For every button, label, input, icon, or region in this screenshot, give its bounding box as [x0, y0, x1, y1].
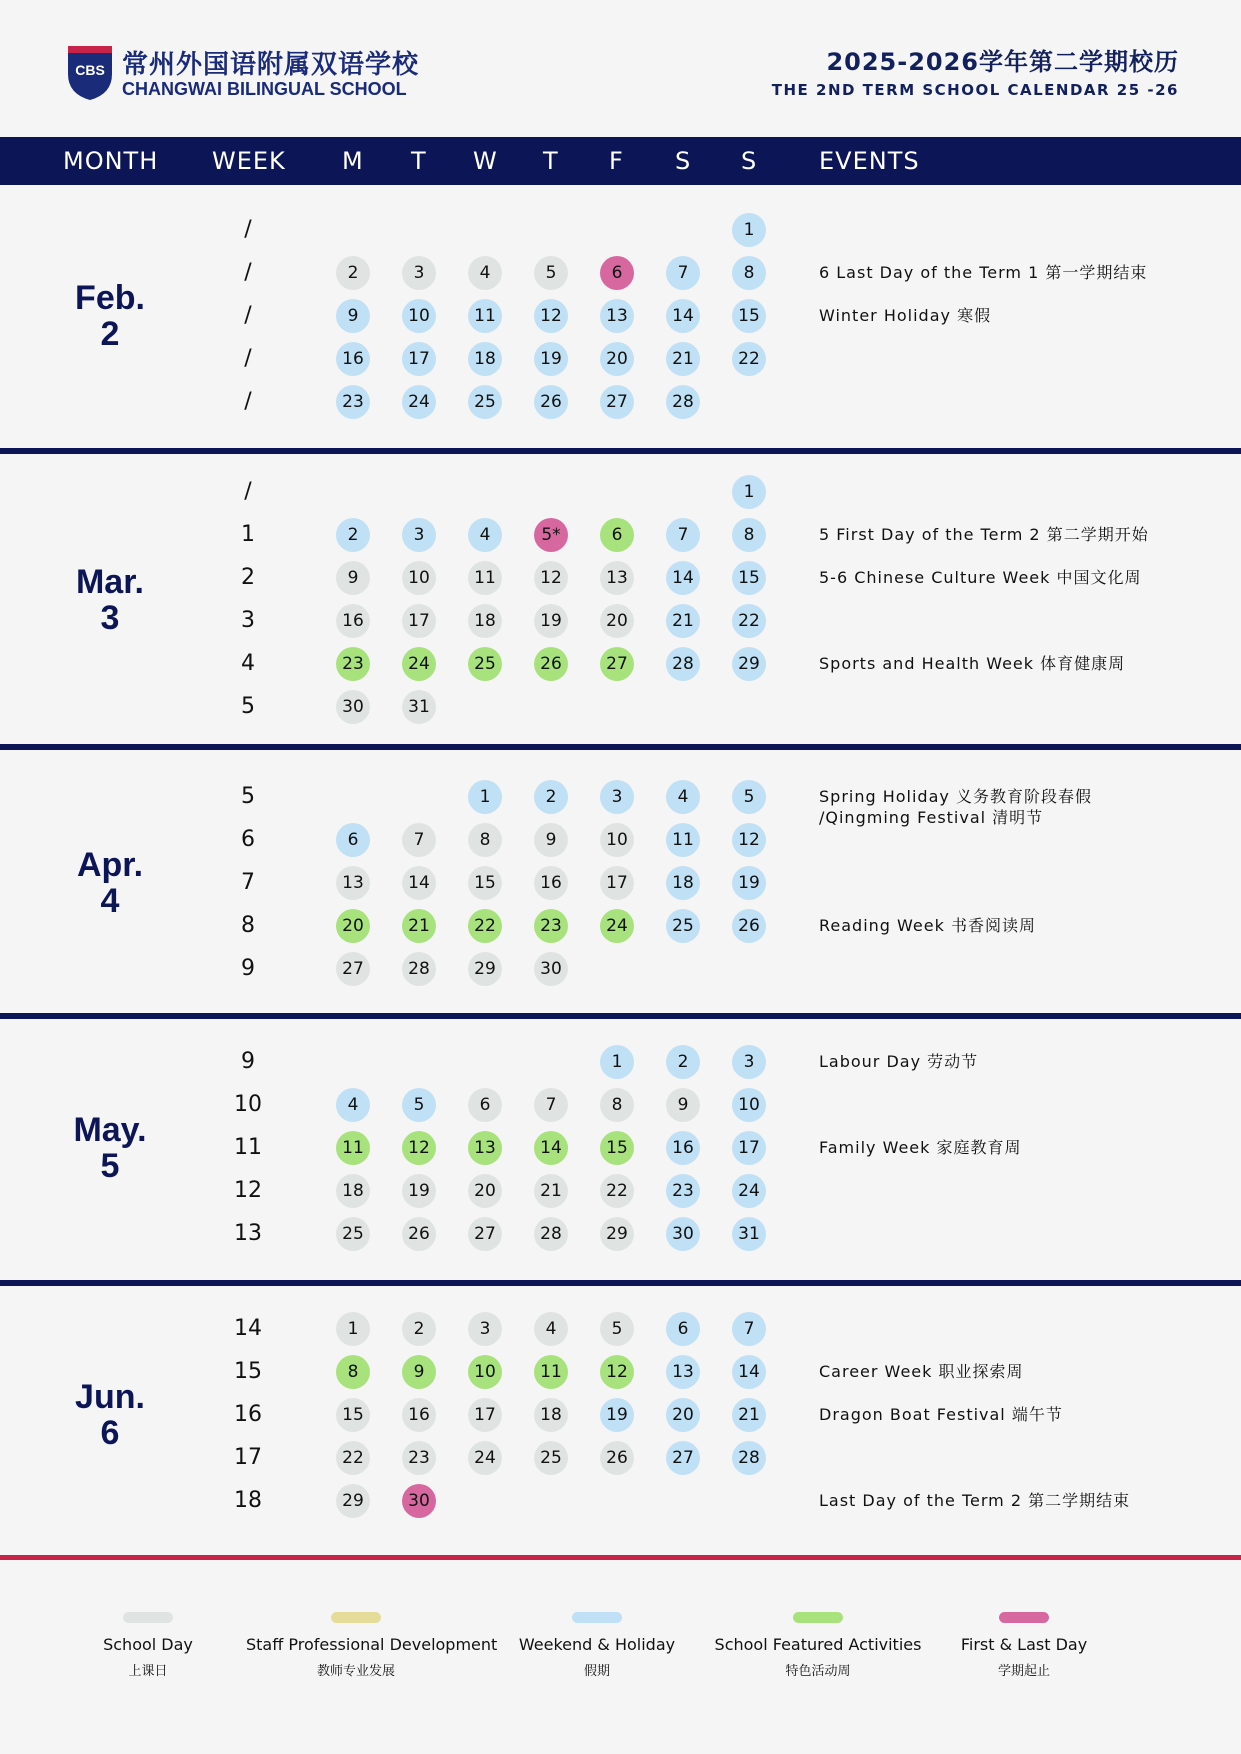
legend-swatch: [999, 1612, 1049, 1623]
month-label: [60, 847, 160, 919]
day-weekend[interactable]: 8: [732, 518, 766, 552]
day-school[interactable]: 13: [600, 561, 634, 595]
day-school[interactable]: 6: [468, 1088, 502, 1122]
event-text: [819, 524, 1149, 545]
day-weekend[interactable]: 5: [732, 780, 766, 814]
day-school[interactable]: 9: [534, 823, 568, 857]
legend-label-en: Staff Professional Development: [246, 1635, 498, 1654]
day-school[interactable]: 27: [336, 952, 370, 986]
legend-label-cn: 假期: [583, 1664, 610, 1679]
event-text: [819, 567, 1141, 588]
day-weekend[interactable]: 1: [600, 1045, 634, 1079]
day-school[interactable]: 14: [402, 866, 436, 900]
day-school[interactable]: 3: [402, 256, 436, 290]
day-school[interactable]: 16: [534, 866, 568, 900]
day-weekend[interactable]: 25: [666, 909, 700, 943]
day-weekend[interactable]: 2: [666, 1045, 700, 1079]
day-school[interactable]: 10: [402, 561, 436, 595]
legend-swatch: [572, 1612, 622, 1623]
day-school[interactable]: 22: [336, 1441, 370, 1475]
week-label: 5: [241, 694, 255, 719]
day-school[interactable]: 26: [600, 1441, 634, 1475]
week-label: /: [244, 217, 252, 242]
legend-item-staff: [246, 1612, 498, 1679]
day-weekend[interactable]: 13: [600, 299, 634, 333]
event-line: Career Week 职业探索周: [819, 1362, 1024, 1381]
day-weekend[interactable]: 8: [732, 256, 766, 290]
day-weekend[interactable]: 7: [666, 256, 700, 290]
day-weekend[interactable]: 12: [732, 823, 766, 857]
week-label: /: [244, 346, 252, 371]
day-weekend[interactable]: 9: [336, 299, 370, 333]
week-label: 9: [241, 1049, 255, 1074]
day-school[interactable]: 2: [402, 1312, 436, 1346]
day-school[interactable]: 27: [468, 1217, 502, 1251]
event-line: Family Week 家庭教育周: [819, 1138, 1022, 1157]
column-month: MONTH: [63, 147, 159, 175]
day-featured[interactable]: 20: [336, 909, 370, 943]
day-weekend[interactable]: 6: [336, 823, 370, 857]
legend-item-school: [38, 1612, 258, 1679]
month-name: Apr.: [76, 846, 144, 884]
month-name: Feb.: [75, 279, 145, 317]
legend-label-cn: 教师专业发展: [316, 1664, 395, 1679]
day-featured[interactable]: 10: [468, 1355, 502, 1389]
day-school[interactable]: 21: [534, 1174, 568, 1208]
month-number: 6: [100, 1414, 120, 1452]
week-label: 9: [241, 956, 255, 981]
day-weekend[interactable]: 28: [732, 1441, 766, 1475]
day-weekend[interactable]: 7: [732, 1312, 766, 1346]
day-weekend[interactable]: 19: [732, 866, 766, 900]
day-school[interactable]: 22: [600, 1174, 634, 1208]
event-line: /Qingming Festival 清明节: [819, 808, 1044, 827]
day-weekend[interactable]: 5: [402, 1088, 436, 1122]
event-text: [819, 1404, 1063, 1425]
day-weekend[interactable]: 27: [600, 385, 634, 419]
day-firstlast[interactable]: 30: [402, 1484, 436, 1518]
day-school[interactable]: 17: [468, 1398, 502, 1432]
day-weekend[interactable]: 11: [468, 299, 502, 333]
day-school[interactable]: 7: [534, 1088, 568, 1122]
event-line: 5-6 Chinese Culture Week 中国文化周: [819, 568, 1142, 587]
month-number: 5: [100, 1147, 120, 1185]
day-weekend[interactable]: 3: [600, 780, 634, 814]
day-school[interactable]: 4: [468, 256, 502, 290]
day-school[interactable]: 15: [336, 1398, 370, 1432]
week-label: /: [244, 389, 252, 414]
day-weekend[interactable]: 21: [666, 604, 700, 638]
day-weekend[interactable]: 19: [600, 1398, 634, 1432]
day-featured[interactable]: 23: [336, 647, 370, 681]
day-weekend[interactable]: 22: [732, 342, 766, 376]
calendar-title: 2025-2026学年第二学期校历: [826, 48, 1179, 76]
month-divider: [0, 1280, 1241, 1286]
day-school[interactable]: 5: [534, 256, 568, 290]
day-featured[interactable]: 22: [468, 909, 502, 943]
week-label: 15: [234, 1359, 262, 1384]
legend-item-featured: [708, 1612, 928, 1679]
day-school[interactable]: 4: [534, 1312, 568, 1346]
week-label: /: [244, 479, 252, 504]
event-text: [819, 1137, 1022, 1158]
day-school[interactable]: 7: [402, 823, 436, 857]
legend-label-en: First & Last Day: [960, 1635, 1088, 1654]
day-school[interactable]: 29: [600, 1217, 634, 1251]
week-label: 12: [234, 1178, 262, 1203]
day-school[interactable]: 23: [402, 1441, 436, 1475]
day-weekend[interactable]: 19: [534, 342, 568, 376]
day-featured[interactable]: 9: [402, 1355, 436, 1389]
day-school[interactable]: 11: [468, 561, 502, 595]
day-school[interactable]: 19: [402, 1174, 436, 1208]
day-weekend[interactable]: 27: [666, 1441, 700, 1475]
legend-item-firstlast: [914, 1612, 1134, 1679]
week-label: 2: [241, 565, 255, 590]
day-weekend[interactable]: 28: [666, 647, 700, 681]
day-weekend[interactable]: 24: [402, 385, 436, 419]
event-line: Dragon Boat Festival 端午节: [819, 1405, 1063, 1424]
day-weekend[interactable]: 10: [732, 1088, 766, 1122]
day-weekend[interactable]: 3: [402, 518, 436, 552]
day-school[interactable]: 29: [468, 952, 502, 986]
day-weekend[interactable]: 30: [666, 1217, 700, 1251]
event-text: [819, 1051, 978, 1072]
day-school[interactable]: 9: [336, 561, 370, 595]
day-school[interactable]: 18: [534, 1398, 568, 1432]
legend-label-en: School Day: [103, 1635, 193, 1654]
day-weekend[interactable]: 11: [666, 823, 700, 857]
day-school[interactable]: 1: [336, 1312, 370, 1346]
event-line: 5 First Day of the Term 2 第二学期开始: [819, 525, 1149, 544]
day-weekend[interactable]: 10: [402, 299, 436, 333]
day-weekend[interactable]: 2: [534, 780, 568, 814]
day-weekend[interactable]: 15: [732, 299, 766, 333]
day-school[interactable]: 17: [402, 604, 436, 638]
day-school[interactable]: 8: [600, 1088, 634, 1122]
week-label: 6: [241, 827, 255, 852]
month-number: 2: [100, 315, 120, 353]
day-weekend[interactable]: 1: [468, 780, 502, 814]
event-text: [819, 305, 991, 326]
day-school[interactable]: 16: [402, 1398, 436, 1432]
week-label: 4: [241, 651, 255, 676]
day-weekend[interactable]: 1: [732, 475, 766, 509]
week-label: 13: [234, 1221, 262, 1246]
week-label: 17: [234, 1445, 262, 1470]
column-week: WEEK: [212, 147, 286, 175]
day-featured[interactable]: 6: [600, 518, 634, 552]
event-line: Labour Day 劳动节: [819, 1052, 979, 1071]
month-label: [60, 1112, 160, 1184]
day-school[interactable]: 30: [336, 690, 370, 724]
day-weekend[interactable]: 17: [402, 342, 436, 376]
day-school[interactable]: 20: [600, 604, 634, 638]
day-school[interactable]: 30: [534, 952, 568, 986]
day-weekend[interactable]: 13: [666, 1355, 700, 1389]
month-label: [60, 280, 160, 352]
legend-swatch: [123, 1612, 173, 1623]
day-weekend[interactable]: 21: [732, 1398, 766, 1432]
week-label: /: [244, 303, 252, 328]
event-text: [819, 1361, 1023, 1382]
week-label: 14: [234, 1316, 262, 1341]
event-line: Winter Holiday 寒假: [819, 306, 992, 325]
day-featured[interactable]: 15: [600, 1131, 634, 1165]
day-featured[interactable]: 21: [402, 909, 436, 943]
event-text: [819, 1490, 1130, 1511]
column-day-wed: W: [473, 147, 498, 175]
week-label: 16: [234, 1402, 262, 1427]
week-label: 8: [241, 913, 255, 938]
day-school[interactable]: 31: [402, 690, 436, 724]
month-name: Jun.: [75, 1378, 145, 1416]
day-school[interactable]: 3: [468, 1312, 502, 1346]
event-text: [819, 915, 1036, 936]
column-day-tue: T: [411, 147, 427, 175]
week-label: 11: [234, 1135, 262, 1160]
day-weekend[interactable]: 6: [666, 1312, 700, 1346]
legend-label-cn: 上课日: [128, 1664, 168, 1679]
day-weekend[interactable]: 4: [666, 780, 700, 814]
day-weekend[interactable]: 7: [666, 518, 700, 552]
day-weekend[interactable]: 1: [732, 213, 766, 247]
day-school[interactable]: 5: [600, 1312, 634, 1346]
day-featured[interactable]: 12: [600, 1355, 634, 1389]
event-line: Spring Holiday 义务教育阶段春假: [819, 787, 1092, 806]
legend-label-cn: 特色活动周: [785, 1664, 851, 1679]
day-weekend[interactable]: 22: [732, 604, 766, 638]
event-line: Reading Week 书香阅读周: [819, 916, 1036, 935]
day-school[interactable]: 10: [600, 823, 634, 857]
week-label: 10: [234, 1092, 262, 1117]
week-label: 3: [241, 608, 255, 633]
day-school[interactable]: 15: [468, 866, 502, 900]
day-school[interactable]: 28: [402, 952, 436, 986]
event-text: [819, 786, 1092, 828]
legend-item-weekend: [487, 1612, 707, 1679]
day-weekend[interactable]: 17: [732, 1131, 766, 1165]
day-featured[interactable]: 11: [336, 1131, 370, 1165]
month-name: May.: [73, 1111, 147, 1149]
day-featured[interactable]: 23: [534, 909, 568, 943]
day-weekend[interactable]: 2: [336, 518, 370, 552]
day-weekend[interactable]: 14: [666, 561, 700, 595]
day-weekend[interactable]: 26: [732, 909, 766, 943]
day-featured[interactable]: 12: [402, 1131, 436, 1165]
month-number: 3: [100, 598, 120, 637]
calendar-subtitle: THE 2ND TERM SCHOOL CALENDAR 25 -26: [771, 81, 1179, 99]
day-school[interactable]: 29: [336, 1484, 370, 1518]
bottom-divider: [0, 1555, 1241, 1560]
column-day-sat: S: [675, 147, 692, 175]
school-crest-icon: [66, 44, 114, 102]
column-header-bar: [0, 137, 1241, 185]
day-featured[interactable]: 11: [534, 1355, 568, 1389]
day-featured[interactable]: 25: [468, 647, 502, 681]
event-line: Sports and Health Week 体育健康周: [819, 654, 1126, 673]
day-weekend[interactable]: 23: [336, 385, 370, 419]
day-weekend[interactable]: 20: [600, 342, 634, 376]
day-school[interactable]: 18: [336, 1174, 370, 1208]
day-weekend[interactable]: 14: [666, 299, 700, 333]
day-weekend[interactable]: 21: [666, 342, 700, 376]
day-school[interactable]: 25: [336, 1217, 370, 1251]
day-school[interactable]: 28: [534, 1217, 568, 1251]
column-day-thu: T: [543, 147, 559, 175]
column-day-fri: F: [609, 147, 624, 175]
day-weekend[interactable]: 4: [468, 518, 502, 552]
week-label: 18: [234, 1488, 262, 1513]
day-weekend[interactable]: 24: [732, 1174, 766, 1208]
day-firstlast[interactable]: 6: [600, 256, 634, 290]
day-featured[interactable]: 8: [336, 1355, 370, 1389]
event-line: 6 Last Day of the Term 1 第一学期结束: [819, 263, 1148, 282]
column-day-mon: M: [342, 147, 364, 175]
day-weekend[interactable]: 29: [732, 647, 766, 681]
header: [0, 0, 1241, 138]
day-school[interactable]: 16: [336, 604, 370, 638]
day-featured[interactable]: 14: [534, 1131, 568, 1165]
week-label: 1: [241, 522, 255, 547]
day-featured[interactable]: 13: [468, 1131, 502, 1165]
day-weekend[interactable]: 14: [732, 1355, 766, 1389]
day-weekend[interactable]: 18: [666, 866, 700, 900]
day-weekend[interactable]: 4: [336, 1088, 370, 1122]
month-divider: [0, 1013, 1241, 1019]
day-school[interactable]: 24: [468, 1441, 502, 1475]
school-name-cn: 常州外国语附属双语学校: [122, 50, 420, 80]
day-weekend[interactable]: 3: [732, 1045, 766, 1079]
school-name-en: CHANGWAI BILINGUAL SCHOOL: [122, 79, 407, 99]
week-label: 5: [241, 784, 255, 809]
day-featured[interactable]: 26: [534, 647, 568, 681]
day-weekend[interactable]: 20: [666, 1398, 700, 1432]
day-school[interactable]: 12: [534, 561, 568, 595]
legend-label-en: Weekend & Holiday: [518, 1635, 676, 1654]
column-events: EVENTS: [819, 147, 920, 175]
month-number: 4: [100, 882, 120, 920]
day-weekend[interactable]: 12: [534, 299, 568, 333]
day-school[interactable]: 17: [600, 866, 634, 900]
event-line: Last Day of the Term 2 第二学期结束: [819, 1491, 1131, 1510]
day-school[interactable]: 9: [666, 1088, 700, 1122]
day-school[interactable]: 2: [336, 256, 370, 290]
day-school[interactable]: 8: [468, 823, 502, 857]
day-weekend[interactable]: 26: [534, 385, 568, 419]
logo-text: CBS: [75, 62, 105, 78]
day-weekend[interactable]: 16: [336, 342, 370, 376]
week-label: 7: [241, 870, 255, 895]
day-weekend[interactable]: 25: [468, 385, 502, 419]
event-text: [819, 653, 1125, 674]
day-weekend[interactable]: 31: [732, 1217, 766, 1251]
day-featured[interactable]: 24: [402, 647, 436, 681]
day-school[interactable]: 18: [468, 604, 502, 638]
legend-swatch: [793, 1612, 843, 1623]
day-weekend[interactable]: 18: [468, 342, 502, 376]
month-label: [60, 564, 160, 636]
day-weekend[interactable]: 15: [732, 561, 766, 595]
day-firstlast[interactable]: 5*: [534, 518, 568, 552]
day-school[interactable]: 19: [534, 604, 568, 638]
day-weekend[interactable]: 23: [666, 1174, 700, 1208]
day-school[interactable]: 26: [402, 1217, 436, 1251]
week-label: /: [244, 260, 252, 285]
legend-label-en: School Featured Activities: [714, 1635, 922, 1654]
month-name: Mar.: [75, 562, 145, 601]
day-school[interactable]: 13: [336, 866, 370, 900]
day-weekend[interactable]: 28: [666, 385, 700, 419]
day-school[interactable]: 25: [534, 1441, 568, 1475]
day-featured[interactable]: 24: [600, 909, 634, 943]
legend-label-cn: 学期起止: [997, 1664, 1050, 1679]
month-divider: [0, 448, 1241, 454]
event-text: [819, 262, 1147, 283]
day-school[interactable]: 20: [468, 1174, 502, 1208]
day-weekend[interactable]: 16: [666, 1131, 700, 1165]
legend-swatch: [331, 1612, 381, 1623]
column-day-sun: S: [741, 147, 758, 175]
day-featured[interactable]: 27: [600, 647, 634, 681]
month-label: [60, 1379, 160, 1451]
month-divider: [0, 744, 1241, 750]
